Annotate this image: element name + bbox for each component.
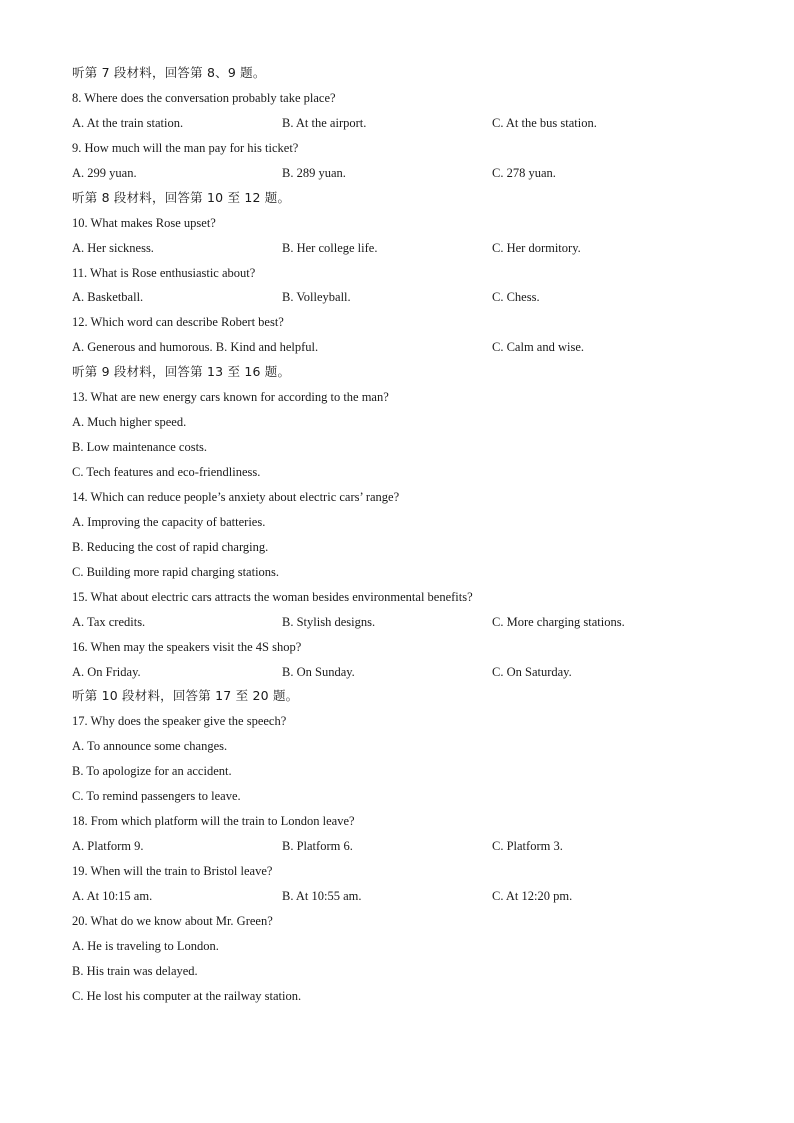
answer-option: C. Tech features and eco-friendliness. bbox=[72, 465, 261, 479]
question-text: 13. What are new energy cars known for according to the man? bbox=[72, 390, 389, 405]
answer-option: C. To remind passengers to leave. bbox=[72, 789, 241, 804]
question-text: 12. Which word can describe Robert best? bbox=[72, 315, 284, 330]
question-text: 18. From which platform will the train to London leave? bbox=[72, 814, 355, 829]
answer-option: B. His train was delayed. bbox=[72, 963, 198, 978]
question-text: 17. Why does the speaker give the speech? bbox=[72, 714, 287, 729]
answer-option: A. Generous and humorous. B. Kind and helpful. bbox=[72, 340, 319, 355]
answer-option: C. Building more rapid charging stations. bbox=[72, 564, 280, 579]
question-text: 20. What do we know about Mr. Green? bbox=[72, 913, 273, 928]
answer-option: A. He is traveling to London. bbox=[72, 938, 219, 953]
answer-option: A. Basketball. bbox=[72, 290, 144, 305]
answer-option: B. At 10:55 am. bbox=[282, 888, 362, 903]
answer-option: A. Improving the capacity of batteries. bbox=[72, 514, 266, 529]
answer-option: C. Calm and wise. bbox=[492, 340, 585, 355]
answer-option: A. Tax credits. bbox=[72, 614, 146, 629]
answer-option: B. Stylish designs. bbox=[282, 614, 376, 629]
answer-option: B. To apologize for an accident. bbox=[72, 764, 232, 779]
answer-options-row bbox=[72, 884, 752, 909]
answer-option: C. More charging stations. bbox=[492, 614, 625, 629]
answer-option: C. 278 yuan. bbox=[492, 165, 556, 180]
answer-option: C. Platform 3. bbox=[492, 839, 563, 854]
answer-option: A. On Friday. bbox=[72, 664, 141, 679]
exam-page-content bbox=[72, 61, 752, 1009]
answer-options-row bbox=[72, 335, 752, 360]
section-heading: 听第 10 段材料，回答第 17 至 20 题。 bbox=[72, 688, 299, 704]
answer-option: C. Chess. bbox=[492, 290, 540, 305]
answer-option: B. At the airport. bbox=[282, 115, 367, 130]
question-text: 8. Where does the conversation probably take place? bbox=[72, 90, 336, 105]
answer-options-row bbox=[72, 111, 752, 136]
answer-option: B. Volleyball. bbox=[282, 290, 351, 305]
question-text: 15. What about electric cars attracts the woman besides environmental benefits? bbox=[72, 589, 473, 604]
section-heading: 听第 8 段材料，回答第 10 至 12 题。 bbox=[72, 189, 291, 205]
answer-option: A. Much higher speed. bbox=[72, 415, 187, 430]
answer-options-row bbox=[72, 610, 752, 635]
answer-option: B. 289 yuan. bbox=[282, 165, 346, 180]
question-text: 9. How much will the man pay for his ticket? bbox=[72, 140, 299, 155]
answer-option: A. To announce some changes. bbox=[72, 739, 228, 754]
answer-option: B. Her college life. bbox=[282, 240, 378, 255]
answer-option: B. Platform 6. bbox=[282, 839, 353, 854]
answer-option: C. At 12:20 pm. bbox=[492, 888, 573, 903]
answer-options-row bbox=[72, 285, 752, 310]
answer-option: C. He lost his computer at the railway station. bbox=[72, 988, 302, 1003]
question-text: 14. Which can reduce people’s anxiety about electric cars’ range? bbox=[72, 489, 400, 504]
answer-option: A. Her sickness. bbox=[72, 240, 154, 255]
question-text: 10. What makes Rose upset? bbox=[72, 215, 216, 230]
answer-options-row bbox=[72, 236, 752, 261]
answer-option: A. Platform 9. bbox=[72, 839, 144, 854]
answer-option: C. On Saturday. bbox=[492, 664, 572, 679]
section-heading: 听第 9 段材料，回答第 13 至 16 题。 bbox=[72, 364, 291, 380]
answer-option: A. At the train station. bbox=[72, 115, 184, 130]
section-heading: 听第 7 段材料，回答第 8、9 题。 bbox=[72, 65, 266, 80]
answer-option: C. Her dormitory. bbox=[492, 240, 581, 255]
answer-options-row bbox=[72, 660, 752, 685]
question-text: 11. What is Rose enthusiastic about? bbox=[72, 265, 256, 280]
answer-option: B. On Sunday. bbox=[282, 664, 355, 679]
answer-option: B. Low maintenance costs. bbox=[72, 440, 208, 455]
answer-option: A. At 10:15 am. bbox=[72, 888, 153, 903]
answer-option: A. 299 yuan. bbox=[72, 165, 137, 180]
answer-options-row bbox=[72, 161, 752, 186]
answer-option: B. Reducing the cost of rapid charging. bbox=[72, 539, 269, 554]
question-text: 19. When will the train to Bristol leave? bbox=[72, 864, 273, 878]
answer-options-row bbox=[72, 834, 752, 859]
question-text: 16. When may the speakers visit the 4S shop? bbox=[72, 639, 302, 654]
answer-option: C. At the bus station. bbox=[492, 115, 597, 130]
